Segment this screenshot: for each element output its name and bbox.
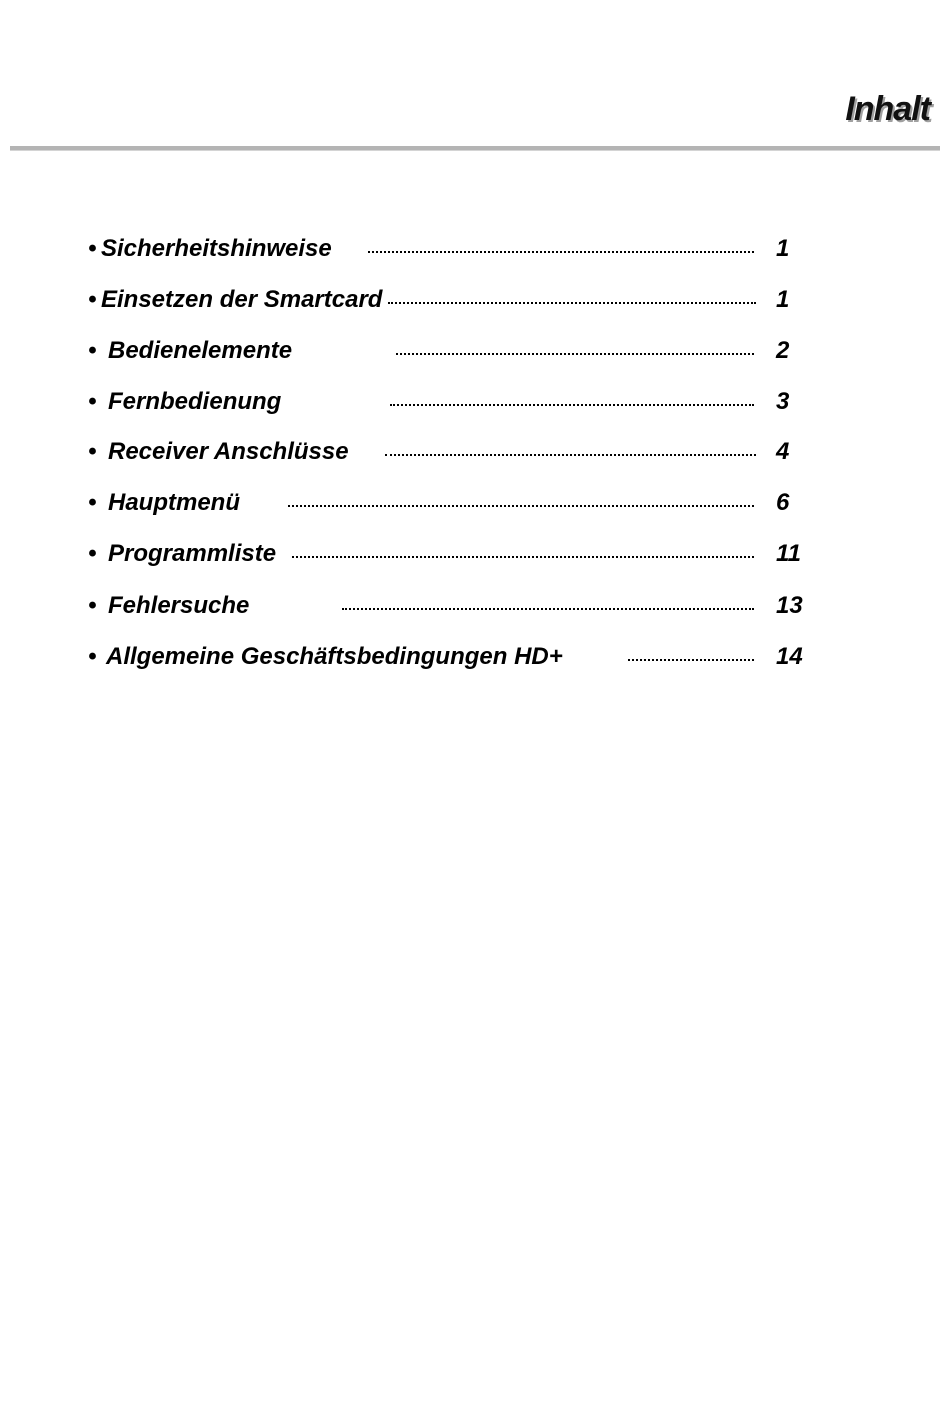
toc-entry-programmliste[interactable] bbox=[0, 537, 950, 571]
toc-entry-page-number: 1 bbox=[776, 235, 790, 262]
toc-entry-label: Receiver Anschlüsse bbox=[108, 438, 349, 465]
toc-entry-fehlersuche[interactable] bbox=[0, 589, 950, 623]
dotted-leader bbox=[292, 556, 754, 558]
bullet: • bbox=[88, 540, 97, 567]
bullet: • bbox=[88, 643, 97, 670]
dotted-leader bbox=[342, 608, 754, 610]
toc-entry-page-number: 2 bbox=[776, 337, 790, 364]
dotted-leader bbox=[385, 454, 756, 456]
bullet: • bbox=[88, 388, 97, 415]
toc-entry-label: Einsetzen der Smartcard bbox=[101, 286, 383, 313]
bullet: • bbox=[88, 337, 97, 364]
dotted-leader bbox=[388, 302, 756, 304]
dotted-leader bbox=[288, 505, 754, 507]
toc-entry-fernbedienung[interactable] bbox=[0, 385, 950, 419]
dotted-leader bbox=[390, 404, 754, 406]
toc-entry-label: Hauptmenü bbox=[108, 489, 240, 516]
toc-entry-page-number: 11 bbox=[776, 540, 801, 567]
toc-entry-label: Bedienelemente bbox=[108, 337, 293, 364]
bullet: • bbox=[88, 489, 97, 516]
toc-entry-page-number: 6 bbox=[776, 489, 790, 516]
toc-entry-page-number: 14 bbox=[776, 643, 803, 670]
toc-entry-hauptmenue[interactable] bbox=[0, 486, 950, 520]
dotted-leader bbox=[628, 659, 754, 661]
page-title: Inhalt bbox=[845, 90, 930, 128]
bullet: • bbox=[88, 286, 97, 313]
bullet: • bbox=[88, 592, 97, 619]
toc-entry-label: Fehlersuche bbox=[108, 592, 250, 619]
toc-entry-einsetzen-der-smartcard[interactable] bbox=[0, 283, 950, 317]
dotted-leader bbox=[396, 353, 754, 355]
toc-entry-label: Fernbedienung bbox=[108, 388, 282, 415]
bullet: • bbox=[88, 438, 97, 465]
toc-entry-page-number: 3 bbox=[776, 388, 790, 415]
toc-entry-page-number: 4 bbox=[776, 438, 790, 465]
toc-entry-page-number: 1 bbox=[776, 286, 790, 313]
toc-entry-label: Allgemeine Geschäftsbedingungen HD+ bbox=[106, 643, 563, 670]
toc-entry-bedienelemente[interactable] bbox=[0, 334, 950, 368]
toc-entry-label: Programmliste bbox=[108, 540, 277, 567]
dotted-leader bbox=[368, 251, 754, 253]
toc-entry-receiver-anschluesse[interactable] bbox=[0, 435, 950, 469]
toc-entry-allgemeine-geschaeftsbedingungen[interactable] bbox=[0, 640, 950, 674]
toc-entry-sicherheitshinweise[interactable] bbox=[0, 232, 950, 266]
toc-entry-page-number: 13 bbox=[776, 592, 803, 619]
toc-entry-label: Sicherheitshinweise bbox=[101, 235, 332, 262]
table-of-contents bbox=[0, 0, 950, 700]
bullet: • bbox=[88, 235, 97, 262]
